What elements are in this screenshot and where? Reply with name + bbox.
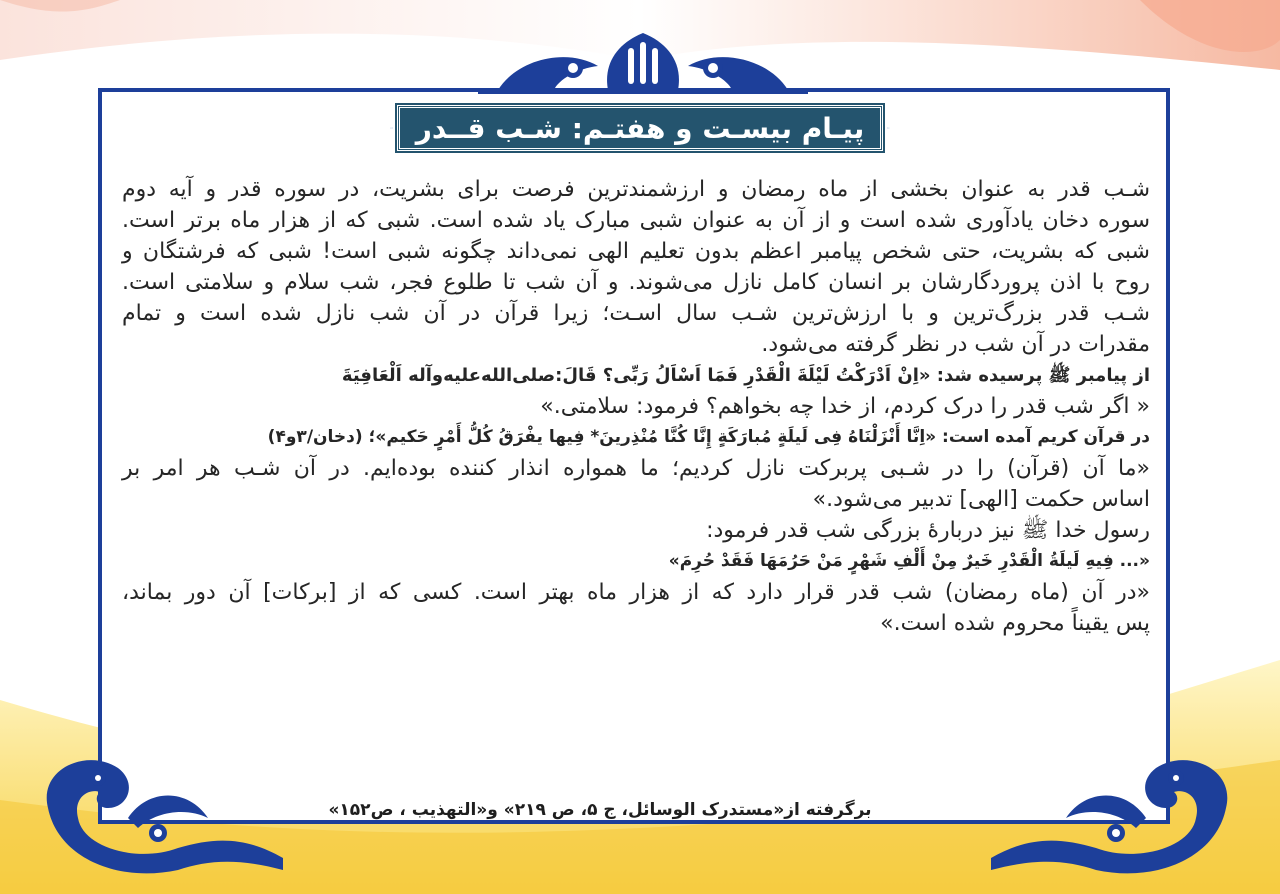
text-line: پس یقیناً محروم شده است.» xyxy=(880,611,1150,636)
text-line: «در آن (ماه رمضان) شب قدر قرار دارد که از هزار ماه بهتر است. کسی که از [برکات] آن دور بماند، xyxy=(122,580,1150,605)
hadith-line: از پیامبر ﷺ پرسیده شد: «اِنْ اَدْرَکْتُ لَیْلَةَ الْقَدْرِ فَمَا اَسْاَلُ رَبِّی؟ قَالَ:صلی‌الله‌علیه‌وآله اَلْعَافِیَةَ xyxy=(341,365,1150,386)
text-line: « اگر شب قدر را درک کردم، از خدا چه بخواهم؟ فرمود: سلامتی.» xyxy=(540,394,1150,419)
title-banner xyxy=(386,102,894,154)
text-line: شـب قدر بزرگ‌ترین و با ارزش‌ترین شـب سال اسـت؛ زیرا قرآن در آن شب نازل شده است و تمام xyxy=(122,301,1150,326)
text-line: روح با اذن پروردگارشان بر انسان کامل نازل می‌شوند. و آن شب تا طلوع فجر، شب سلام و سلامتی است. xyxy=(122,270,1150,295)
text-line: رسول خدا ﷺ نیز دربارهٔ بزرگی شب قدر فرمود: xyxy=(706,518,1150,543)
top-ornament-icon xyxy=(478,28,808,98)
corner-ornament-icon xyxy=(986,748,1236,878)
text-line: شبی که بشریت، حتی شخص پیامبر اعظم بدون تعلیم الهی نمی‌داند چگونه شبی است! شبی که فرشتگان و xyxy=(122,239,1150,264)
text-line: مقدرات در آن شب در نظر گرفته می‌شود. xyxy=(761,332,1150,357)
text-line: سوره دخان یادآوری شده است و از آن به عنوان شبی مبارک یاد شده است. شبی که از هزار ماه برتر است. xyxy=(122,208,1150,233)
flourish-icon xyxy=(390,118,393,138)
text-line: اساس حکمت [الهی] تدبیر می‌شود.» xyxy=(812,487,1150,512)
text-line: «ما آن (قرآن) را در شـبی پربرکت نازل کردیم؛ ما همواره انذار کننده بوده‌ایم. در آن شـب هر امر بر xyxy=(122,456,1150,481)
article-body xyxy=(122,174,1150,639)
corner-ornament-icon xyxy=(38,748,288,878)
page-title: پیـام بیسـت و هفتـم: شـب قــدر xyxy=(415,111,865,145)
title-box xyxy=(397,105,884,151)
quran-verse-line: در قرآن کریم آمده است: «اِنَّا أَنْزَلْنَاهُ فِی لَیلَةٍ مُبارَکَةٍ إِنَّا کُنَّا مُنْذِرینَ* فِیها یفْرَقُ کُلُّ أَمْرٍ حَکیم»؛ (دخان/۳و۴) xyxy=(267,427,1150,447)
text-line: شـب قدر به عنوان بخشی از ماه رمضان و ارزشمندترین فرصت برای بشریت، در سوره قدر و آیه دوم xyxy=(122,177,1150,202)
flourish-icon xyxy=(887,118,890,138)
source-citation: برگرفته از«مستدرک الوسائل، ج ۵، ص ۲۱۹» و«التهذیب ، ص۱۵۲» xyxy=(328,800,872,820)
hadith-line: «... فِیهِ لَیلَةُ الْقَدْرِ خَیرٌ مِنْ أَلْفِ شَهْرٍ مَنْ حَرُمَهَا فَقَدْ حُرِمَ» xyxy=(668,551,1150,571)
